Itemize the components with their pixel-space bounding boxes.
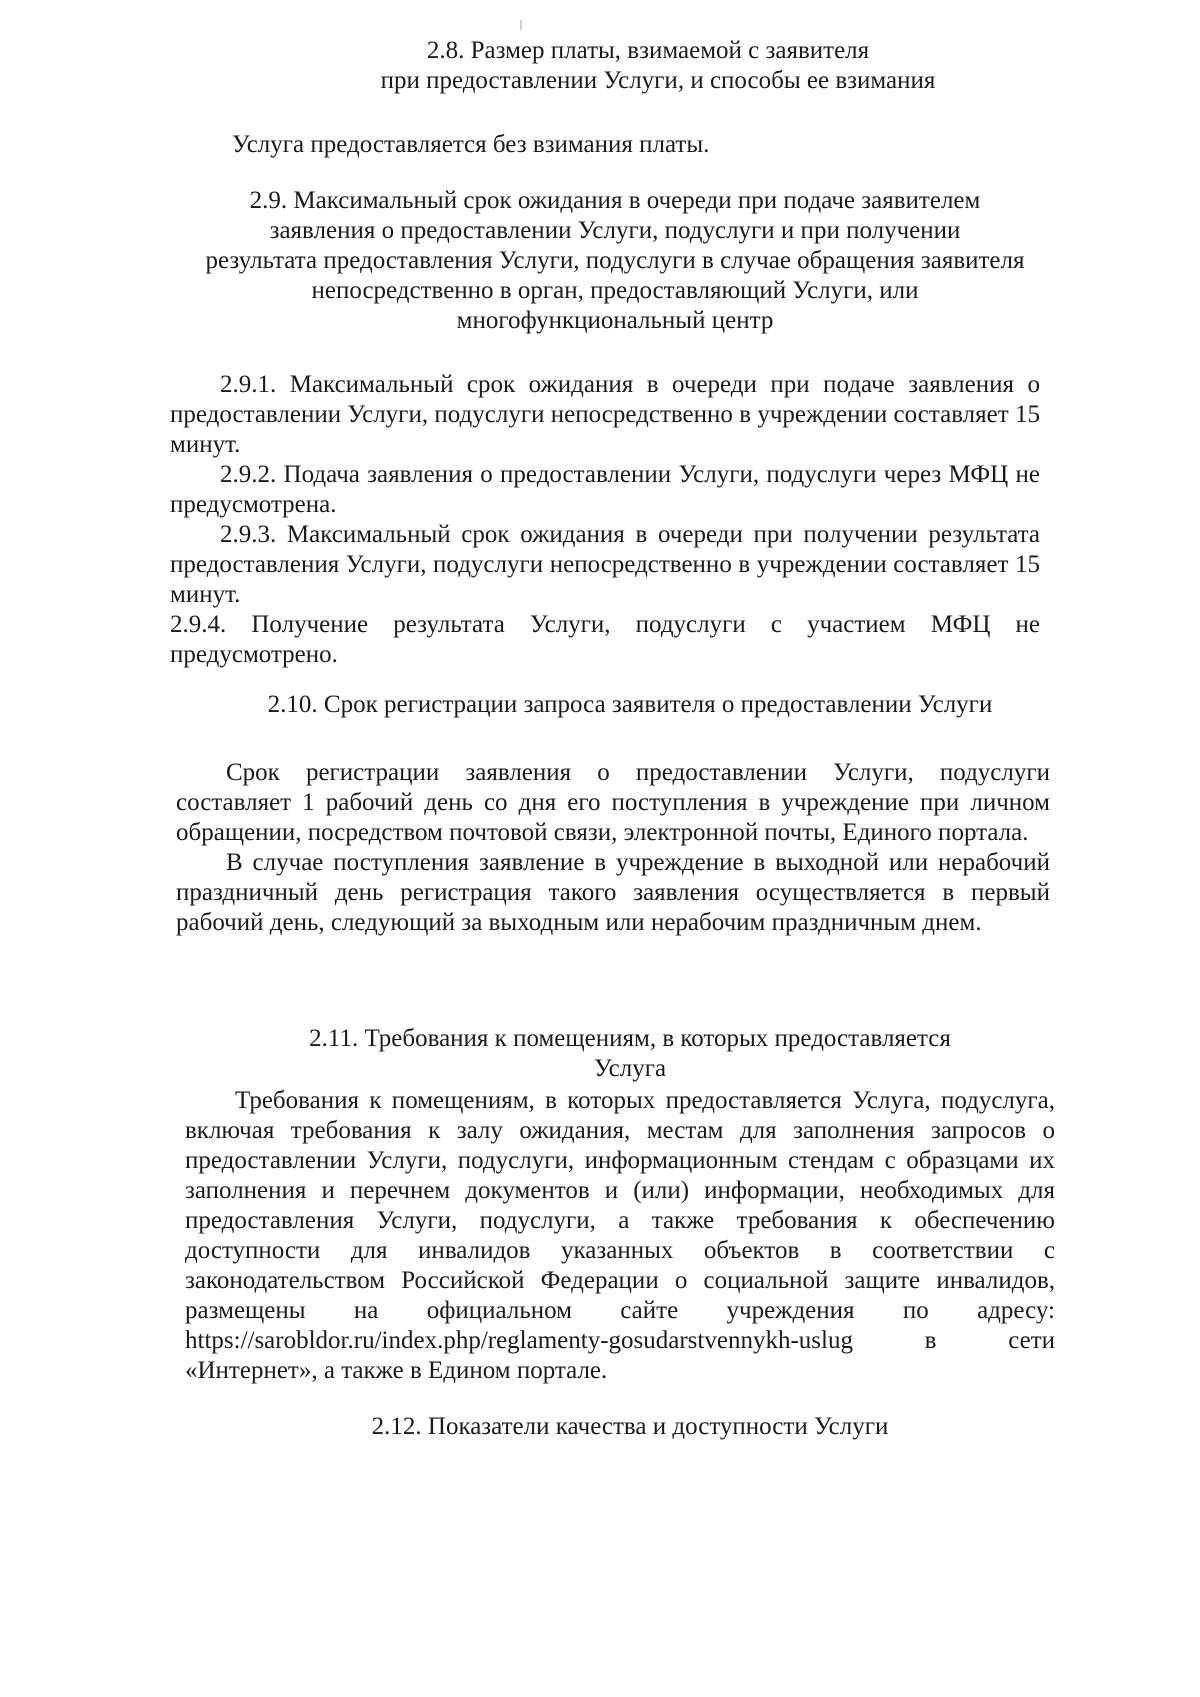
section-2-9-heading-line3: результата предоставления Услуги, подуслуги в случае обращения заявителя bbox=[205, 247, 1025, 274]
section-2-8 bbox=[178, 36, 1058, 96]
section-2-11-p1: Требования к помещениям, в которых предоставляется Услуга, подуслуга, включая требования к залу ожидания, местам для заполнения запросов о предоставлении Услуги, подуслуги, информационным стендам с образцами их заполнения и перечнем документов и (или) информации, необходимых для предоставления Услуги, подуслуги, а также требования к обеспечению доступности для инвалидов указанных объектов в соответствии с законодательством Российской Федерации о социальной защите инвалидов, размещены на официальном сайте учреждения по адресу: https://sarobldor.ru/index.php/reglamenty-gosudarstvennykh-uslug в сети «Интернет», а также в Едином портале. bbox=[185, 1087, 1055, 1384]
section-2-11-body bbox=[185, 1086, 1055, 1386]
section-2-12-heading: 2.12. Показатели качества и доступности Услуги bbox=[371, 1413, 889, 1440]
section-2-9-3: 2.9.3. Максимальный срок ожидания в очереди при получении результата предоставления Услуги, подуслуги непосредственно в учреждении составляет 15 минут. bbox=[170, 521, 1040, 608]
section-2-9-heading-line1: 2.9. Максимальный срок ожидания в очереди при подаче заявителем bbox=[249, 187, 981, 214]
section-2-9-2: 2.9.2. Подача заявления о предоставлении Услуги, подуслуги через МФЦ не предусмотрена. bbox=[170, 461, 1040, 518]
section-2-8-text: Услуга предоставляется без взимания платы. bbox=[232, 131, 710, 158]
section-2-10-heading: 2.10. Срок регистрации запроса заявителя о предоставлении Услуги bbox=[267, 691, 993, 718]
section-2-11-heading-line2: Услуга bbox=[593, 1055, 667, 1082]
section-2-9-1: 2.9.1. Максимальный срок ожидания в очереди при подаче заявления о предоставлении Услуги, подуслуги непосредственно в учреждении составляет 15 минут. bbox=[170, 371, 1040, 458]
section-2-9-body bbox=[170, 370, 1040, 670]
section-2-8-heading-line1: 2.8. Размер платы, взимаемой с заявителя bbox=[426, 37, 870, 64]
scan-mark bbox=[520, 20, 522, 30]
section-2-10-p2: В случае поступления заявление в учреждение в выходной или нерабочий праздничный день регистрация такого заявления осуществляется в первый рабочий день, следующий за выходным или нерабочим праздничным днем. bbox=[176, 849, 1050, 936]
section-2-9-heading-line5: многофункциональный центр bbox=[456, 307, 774, 334]
section-2-9-4: 2.9.4. Получение результата Услуги, подуслуги с участием МФЦ не предусмотрено. bbox=[170, 611, 1040, 668]
section-2-8-heading-line2: при предоставлении Услуги, и способы ее взимания bbox=[380, 67, 936, 94]
section-2-10-body bbox=[176, 758, 1050, 938]
section-2-9-heading-line4: непосредственно в орган, предоставляющий Услуги, или bbox=[311, 277, 919, 304]
section-2-8-body bbox=[232, 130, 1052, 160]
section-2-11-heading bbox=[200, 1024, 1060, 1084]
section-2-11-heading-line1: 2.11. Требования к помещениям, в которых предоставляется bbox=[309, 1025, 951, 1052]
section-2-9-heading bbox=[170, 186, 1060, 336]
section-2-12-heading-block bbox=[200, 1412, 1060, 1442]
section-2-9-heading-line2: заявления о предоставлении Услуги, подуслуги и при получении bbox=[269, 217, 961, 244]
section-2-10-heading-block bbox=[200, 690, 1060, 720]
section-2-10-p1: Срок регистрации заявления о предоставлении Услуги, подуслуги составляет 1 рабочий день со дня его поступления в учреждение при личном обращении, посредством почтовой связи, электронной почты, Единого портала. bbox=[176, 759, 1050, 846]
